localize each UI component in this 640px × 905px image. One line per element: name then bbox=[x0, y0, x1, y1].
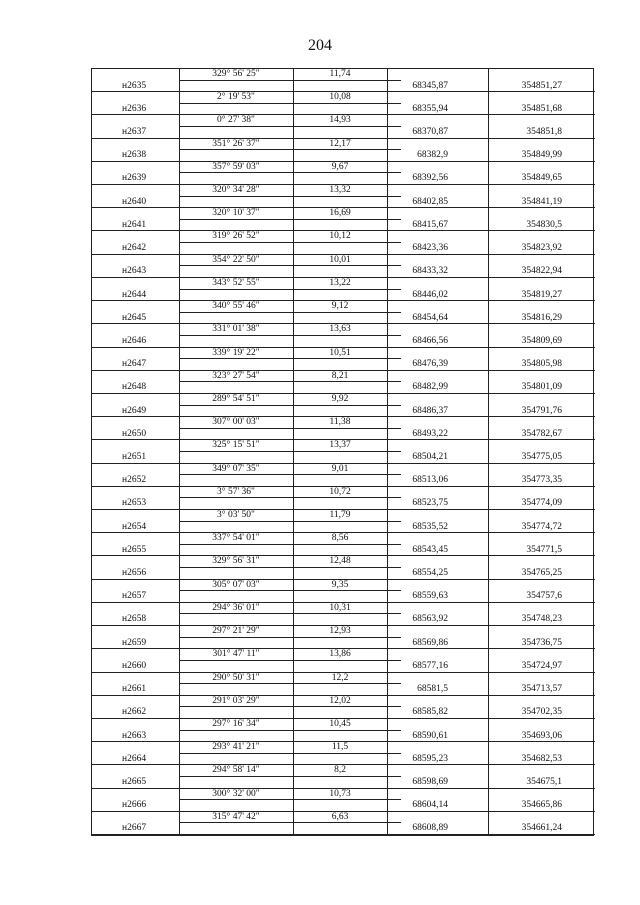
segment-length: 13,22 bbox=[329, 277, 351, 288]
segment-angle: 339° 19' 22" bbox=[212, 347, 260, 358]
segment-length: 12,93 bbox=[329, 626, 351, 637]
point-y-coordinate: 354791,76 bbox=[521, 405, 562, 416]
point-name: н2667 bbox=[122, 823, 147, 834]
segment-length: 10,12 bbox=[329, 231, 351, 242]
segment-length: 11,5 bbox=[331, 742, 349, 753]
segment-angle: 349° 07' 35" bbox=[212, 463, 260, 474]
segment-angle: 3° 03' 50" bbox=[217, 510, 255, 521]
point-y-coordinate: 354774,09 bbox=[521, 498, 562, 509]
point-name: н2663 bbox=[122, 730, 147, 741]
point-y-coordinate: 354773,35 bbox=[521, 475, 562, 486]
segment-length: 11,79 bbox=[329, 510, 351, 521]
point-x-coordinate: 68569,86 bbox=[412, 637, 448, 648]
point-name: н2640 bbox=[122, 196, 147, 207]
segment-angle: 2° 19' 53" bbox=[217, 92, 255, 103]
point-y-coordinate: 354774,72 bbox=[521, 521, 562, 532]
segment-length: 8,2 bbox=[334, 765, 346, 776]
point-x-coordinate: 68504,21 bbox=[412, 451, 448, 462]
segment-angle: 289° 54' 51" bbox=[212, 393, 260, 404]
point-y-coordinate: 354713,57 bbox=[521, 684, 562, 695]
point-name: н2665 bbox=[122, 776, 147, 787]
point-name: н2650 bbox=[122, 428, 147, 439]
segment-angle: 331° 01' 38" bbox=[212, 324, 260, 335]
point-x-coordinate: 68513,06 bbox=[412, 475, 448, 486]
point-x-coordinate: 68523,75 bbox=[412, 498, 448, 509]
segment-length: 10,01 bbox=[329, 254, 351, 265]
point-y-coordinate: 354849,99 bbox=[521, 150, 562, 161]
point-y-coordinate: 354851,68 bbox=[521, 103, 562, 114]
point-y-coordinate: 354816,29 bbox=[521, 312, 562, 323]
point-name: н2659 bbox=[122, 637, 147, 648]
segment-angle: 297° 16' 34" bbox=[212, 718, 260, 729]
segment-angle: 301° 47' 11" bbox=[212, 649, 260, 660]
segment-angle: 351° 26' 37" bbox=[212, 138, 260, 149]
segment-angle: 320° 10' 37" bbox=[212, 208, 260, 219]
segment-length: 11,38 bbox=[329, 417, 351, 428]
point-name: н2647 bbox=[122, 359, 147, 370]
segment-angle: 337° 54' 01" bbox=[212, 533, 260, 544]
point-x-coordinate: 68402,85 bbox=[412, 196, 448, 207]
segment-length: 10,31 bbox=[329, 602, 351, 613]
point-x-coordinate: 68554,25 bbox=[412, 568, 448, 579]
segment-length: 8,21 bbox=[331, 370, 349, 381]
point-y-coordinate: 354771,5 bbox=[526, 544, 562, 555]
point-x-coordinate: 68493,22 bbox=[412, 428, 448, 439]
point-y-coordinate: 354841,19 bbox=[521, 196, 562, 207]
segment-length: 13,86 bbox=[329, 649, 351, 660]
point-y-coordinate: 354851,27 bbox=[521, 80, 562, 91]
segment-length: 9,67 bbox=[331, 161, 349, 172]
segment-length: 12,02 bbox=[329, 695, 351, 706]
point-name: н2656 bbox=[122, 568, 147, 579]
segment-angle: 329° 56' 31" bbox=[212, 556, 260, 567]
point-name: н2664 bbox=[122, 753, 147, 764]
segment-length: 12,2 bbox=[331, 672, 349, 683]
point-x-coordinate: 68577,16 bbox=[412, 660, 448, 671]
point-x-coordinate: 68423,36 bbox=[412, 243, 448, 254]
point-x-coordinate: 68595,23 bbox=[412, 753, 448, 764]
point-x-coordinate: 68482,99 bbox=[412, 382, 448, 393]
point-x-coordinate: 68585,82 bbox=[412, 707, 448, 718]
point-name: н2645 bbox=[122, 312, 147, 323]
segment-length: 9,35 bbox=[331, 579, 349, 590]
point-x-coordinate: 68345,87 bbox=[412, 80, 448, 91]
point-y-coordinate: 354675,1 bbox=[526, 776, 562, 787]
segment-angle: 300° 32' 00" bbox=[212, 788, 260, 799]
point-name: н2636 bbox=[122, 103, 147, 114]
point-name: н2666 bbox=[122, 800, 147, 811]
segment-length: 14,93 bbox=[329, 115, 351, 126]
point-y-coordinate: 354748,23 bbox=[521, 614, 562, 625]
point-x-coordinate: 68608,89 bbox=[412, 823, 448, 834]
point-name: н2653 bbox=[122, 498, 147, 509]
point-y-coordinate: 354702,35 bbox=[521, 707, 562, 718]
segment-angle: 320° 34' 28" bbox=[212, 185, 260, 196]
segment-length: 6,63 bbox=[331, 811, 349, 822]
segment-angle: 307° 00' 03" bbox=[212, 417, 260, 428]
point-y-coordinate: 354665,86 bbox=[521, 800, 562, 811]
segment-angle: 297° 21' 29" bbox=[212, 626, 260, 637]
coordinates-table bbox=[91, 68, 594, 836]
point-y-coordinate: 354765,25 bbox=[521, 568, 562, 579]
segment-angle: 294° 36' 01" bbox=[212, 602, 260, 613]
point-name: н2639 bbox=[122, 173, 147, 184]
segment-angle: 329° 56' 25" bbox=[212, 69, 260, 79]
segment-angle: 325° 15' 51" bbox=[212, 440, 260, 451]
point-x-coordinate: 68563,92 bbox=[412, 614, 448, 625]
point-x-coordinate: 68543,45 bbox=[412, 544, 448, 555]
segment-length: 13,37 bbox=[329, 440, 351, 451]
point-name: н2660 bbox=[122, 660, 147, 671]
point-x-coordinate: 68581,5 bbox=[417, 684, 448, 695]
point-y-coordinate: 354849,65 bbox=[521, 173, 562, 184]
point-name: н2655 bbox=[122, 544, 147, 555]
point-y-coordinate: 354693,06 bbox=[521, 730, 562, 741]
point-x-coordinate: 68466,56 bbox=[412, 335, 448, 346]
segment-length: 12,17 bbox=[329, 138, 351, 149]
point-y-coordinate: 354682,53 bbox=[521, 753, 562, 764]
point-name: н2638 bbox=[122, 150, 147, 161]
point-x-coordinate: 68604,14 bbox=[412, 800, 448, 811]
segment-angle: 3° 57' 36" bbox=[217, 486, 255, 497]
segment-angle: 343° 52' 55" bbox=[212, 277, 260, 288]
point-x-coordinate: 68559,63 bbox=[412, 591, 448, 602]
point-y-coordinate: 354809,69 bbox=[521, 335, 562, 346]
segment-length: 9,01 bbox=[331, 463, 349, 474]
point-name: н2657 bbox=[122, 591, 147, 602]
point-x-coordinate: 68598,69 bbox=[412, 776, 448, 787]
point-name: н2643 bbox=[122, 266, 147, 277]
point-y-coordinate: 354782,67 bbox=[521, 428, 562, 439]
point-name: н2646 bbox=[122, 335, 147, 346]
point-x-coordinate: 68454,64 bbox=[412, 312, 448, 323]
point-y-coordinate: 354757,6 bbox=[526, 591, 562, 602]
point-y-coordinate: 354822,94 bbox=[521, 266, 562, 277]
point-y-coordinate: 354851,8 bbox=[526, 127, 562, 138]
point-name: н2649 bbox=[122, 405, 147, 416]
point-x-coordinate: 68476,39 bbox=[412, 359, 448, 370]
segment-length: 10,73 bbox=[329, 788, 351, 799]
segment-length: 10,51 bbox=[329, 347, 351, 358]
segment-angle: 305° 07' 03" bbox=[212, 579, 260, 590]
segment-length: 9,12 bbox=[331, 301, 349, 312]
point-name: н2661 bbox=[122, 684, 147, 695]
point-x-coordinate: 68392,56 bbox=[412, 173, 448, 184]
segment-length: 13,32 bbox=[329, 185, 351, 196]
segment-angle: 354° 22' 50" bbox=[212, 254, 260, 265]
segment-angle: 340° 55' 46" bbox=[212, 301, 260, 312]
segment-angle: 319° 26' 52" bbox=[212, 231, 260, 242]
point-x-coordinate: 68415,67 bbox=[412, 219, 448, 230]
point-name: н2654 bbox=[122, 521, 147, 532]
point-x-coordinate: 68535,52 bbox=[412, 521, 448, 532]
segment-angle: 357° 59' 03" bbox=[212, 161, 260, 172]
segment-angle: 0° 27' 38" bbox=[217, 115, 255, 126]
point-y-coordinate: 354830,5 bbox=[526, 219, 562, 230]
point-name: н2648 bbox=[122, 382, 147, 393]
point-name: н2651 bbox=[122, 451, 147, 462]
segment-length: 8,56 bbox=[331, 533, 349, 544]
segment-length: 12,48 bbox=[329, 556, 351, 567]
point-x-coordinate: 68590,61 bbox=[412, 730, 448, 741]
point-y-coordinate: 354775,05 bbox=[521, 451, 562, 462]
point-y-coordinate: 354661,24 bbox=[521, 823, 562, 834]
point-x-coordinate: 68370,87 bbox=[412, 127, 448, 138]
segment-length: 10,45 bbox=[329, 718, 351, 729]
point-name: н2644 bbox=[122, 289, 147, 300]
segment-angle: 291° 03' 29" bbox=[212, 695, 260, 706]
segment-angle: 323° 27' 54" bbox=[212, 370, 260, 381]
point-y-coordinate: 354724,97 bbox=[521, 660, 562, 671]
point-x-coordinate: 68382,9 bbox=[417, 150, 448, 161]
segment-angle: 315° 47' 42" bbox=[212, 811, 260, 822]
segment-length: 10,72 bbox=[329, 486, 351, 497]
point-y-coordinate: 354801,09 bbox=[521, 382, 562, 393]
segment-angle: 290° 50' 31" bbox=[212, 672, 260, 683]
point-name: н2641 bbox=[122, 219, 147, 230]
point-x-coordinate: 68355,94 bbox=[412, 103, 448, 114]
point-x-coordinate: 68446,02 bbox=[412, 289, 448, 300]
segment-length: 9,92 bbox=[331, 393, 349, 404]
point-x-coordinate: 68433,32 bbox=[412, 266, 448, 277]
point-y-coordinate: 354823,92 bbox=[521, 243, 562, 254]
point-y-coordinate: 354805,98 bbox=[521, 359, 562, 370]
point-x-coordinate: 68486,37 bbox=[412, 405, 448, 416]
point-y-coordinate: 354819,27 bbox=[521, 289, 562, 300]
point-name: н2658 bbox=[122, 614, 147, 625]
point-name: н2642 bbox=[122, 243, 147, 254]
point-name: н2652 bbox=[122, 475, 147, 486]
segment-length: 16,69 bbox=[329, 208, 351, 219]
point-name: н2637 bbox=[122, 127, 147, 138]
segment-length: 11,74 bbox=[329, 69, 351, 79]
point-y-coordinate: 354736,75 bbox=[521, 637, 562, 648]
point-name: н2635 bbox=[122, 80, 147, 91]
segment-angle: 293° 41' 21" bbox=[212, 742, 260, 753]
point-name: н2662 bbox=[122, 707, 147, 718]
segment-length: 10,08 bbox=[329, 92, 351, 103]
segment-angle: 294° 58' 14" bbox=[212, 765, 260, 776]
page-number: 204 bbox=[308, 37, 332, 54]
segment-length: 13,63 bbox=[329, 324, 351, 335]
